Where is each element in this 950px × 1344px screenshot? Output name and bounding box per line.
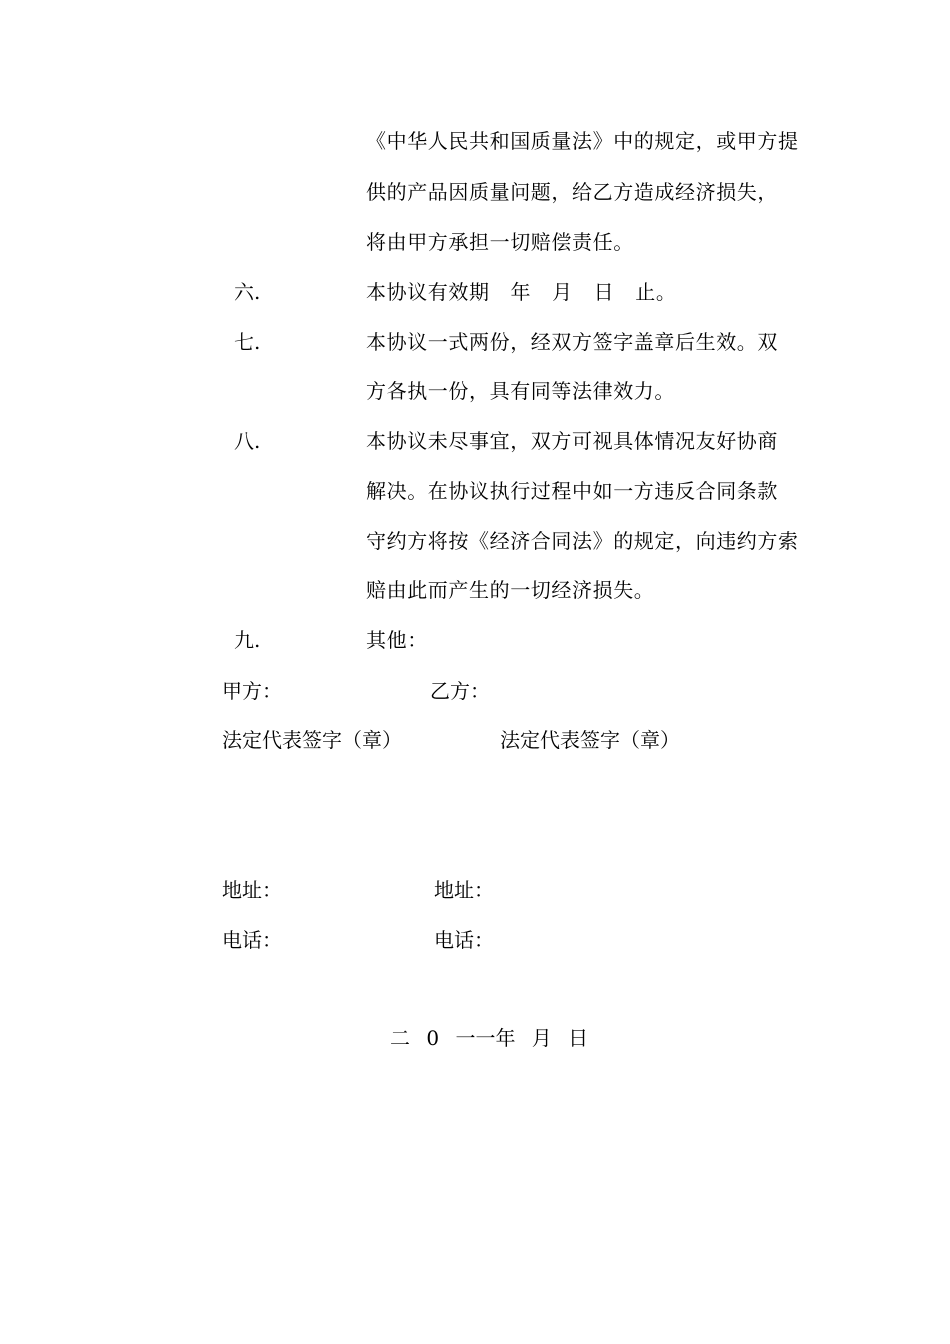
clause9-line-1: 其他：	[366, 628, 428, 652]
clause7-line-2: 方各执一份，具有同等法律效力。	[366, 379, 675, 403]
clause5-line-2: 供的产品因质量问题，给乙方造成经济损失，	[366, 180, 778, 204]
party-a-address: 地址：	[222, 878, 282, 902]
party-b-address: 地址：	[434, 878, 494, 902]
clause6-number: 六.	[234, 280, 261, 304]
clause8-number: 八.	[234, 429, 261, 453]
clause8-line-4: 赔由此而产生的一切经济损失。	[366, 578, 655, 602]
clause6-line-1: 本协议有效期 年 月 日 止。	[366, 280, 677, 304]
clause8-line-2: 解决。在协议执行过程中如一方违反合同条款	[366, 479, 778, 503]
party-a-label: 甲方：	[222, 679, 282, 703]
clause9-number: 九.	[234, 628, 261, 652]
clause5-line-1: 《中华人民共和国质量法》中的规定，或甲方提	[366, 129, 799, 153]
party-b-label: 乙方：	[430, 679, 490, 703]
date-line: 二 0 一一年 月 日	[390, 1026, 589, 1050]
party-a-phone: 电话：	[222, 928, 282, 952]
party-b-signature: 法定代表签字（章）	[500, 728, 680, 752]
party-b-phone: 电话：	[434, 928, 494, 952]
party-a-signature: 法定代表签字（章）	[222, 728, 402, 752]
clause7-line-1: 本协议一式两份，经双方签字盖章后生效。双	[366, 330, 778, 354]
clause7-number: 七.	[234, 330, 261, 354]
clause8-line-3: 守约方将按《经济合同法》的规定，向违约方索	[366, 529, 799, 553]
clause8-line-1: 本协议未尽事宜，双方可视具体情况友好协商	[366, 429, 778, 453]
clause5-line-3: 将由甲方承担一切赔偿责任。	[366, 230, 634, 254]
